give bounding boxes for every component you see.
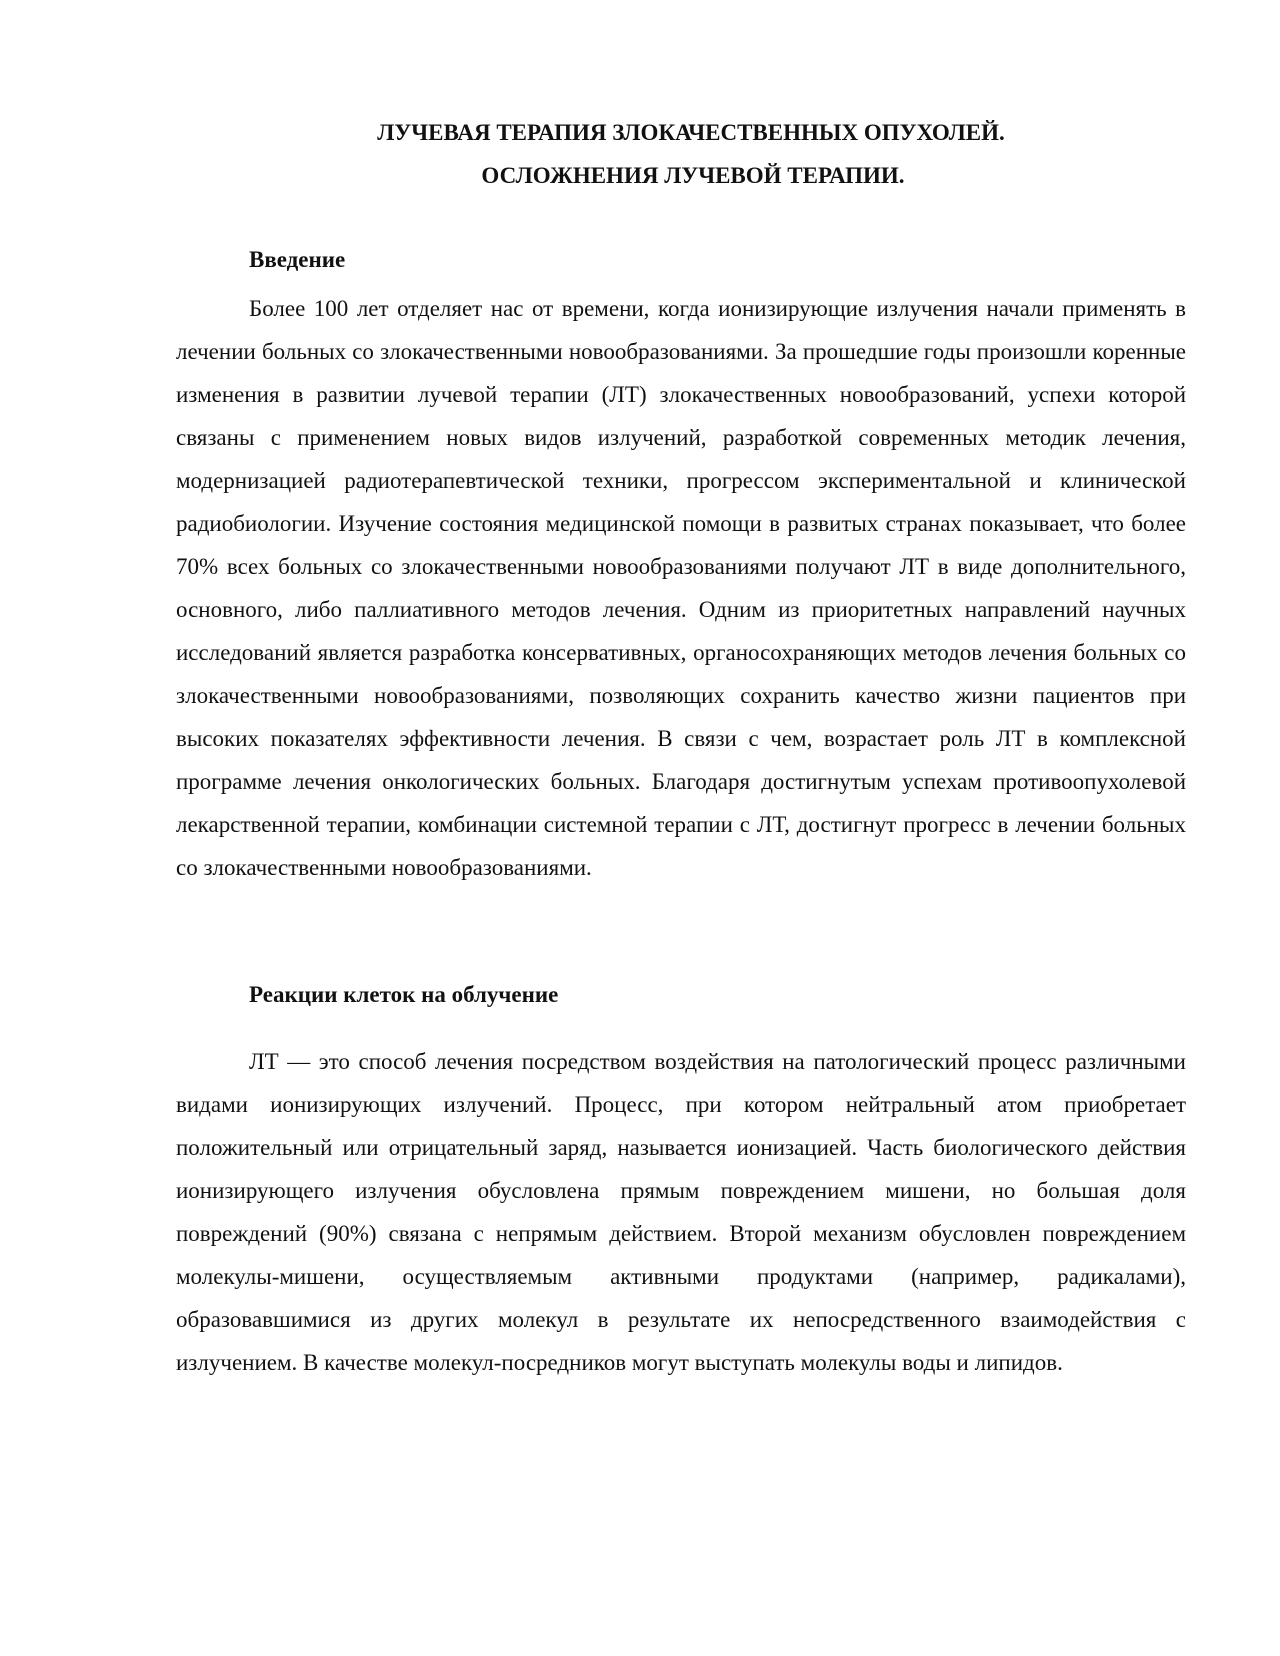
document-title-line-2: ОСЛОЖНЕНИЯ ЛУЧЕВОЙ ТЕРАПИИ.	[481, 163, 905, 188]
section-paragraph-cell-reactions: ЛТ — это способ лечения посредством воздействия на патологический процесс различными видами ионизирующих излучений. Процесс, при котором нейтральный атом приобретает положительный или отрицательный заряд, называется ионизацией. Часть биологического действия ионизирующего излучения обусловлена прямым повреждением мишени, но большая доля повреждений (90%) связана с непрямым действием. Второй механизм обусловлен повреждением молекулы-мишени, осуществляемым активными продуктами (например, радикалами), образовавшимися из других молекул в результате их непосредственного взаимодействия с излучением. В качестве молекул-посредников могут выступать молекулы воды и липидов.	[176, 1049, 1186, 1375]
document-title-line-1: ЛУЧЕВАЯ ТЕРАПИЯ ЗЛОКАЧЕСТВЕННЫХ ОПУХОЛЕЙ.	[377, 120, 1005, 145]
section-heading-introduction: Введение	[249, 247, 346, 272]
section-heading-cell-reactions: Реакции клеток на облучение	[249, 982, 559, 1007]
section-paragraph-introduction: Более 100 лет отделяет нас от времени, когда ионизирующие излучения начали применять в лечении больных со злокачественными новообразованиями. За прошедшие годы произошли коренные изменения в развитии лучевой терапии (ЛТ) злокачественных новообразований, успехи которой связаны с применением новых видов излучений, разработкой современных методик лечения, модернизацией радиотерапевтической техники, прогрессом экспериментальной и клинической радиобиологии. Изучение состояния медицинской помощи в развитых странах показывает, что более 70% всех больных со злокачественными новообразованиями получают ЛТ в виде дополнительного, основного, либо паллиативного методов лечения. Одним из приоритетных направлений научных исследований является разработка консервативных, органосохраняющих методов лечения больных со злокачественными новообразованиями, позволяющих сохранить качество жизни пациентов при высоких показателях эффективности лечения. В связи с чем, возрастает роль ЛТ в комплексной программе лечения онкологических больных. Благодаря достигнутым успехам противоопухолевой лекарственной терапии, комбинации системной терапии с ЛТ, достигнут прогресс в лечении больных со злокачественными новообразованиями.	[176, 296, 1186, 880]
